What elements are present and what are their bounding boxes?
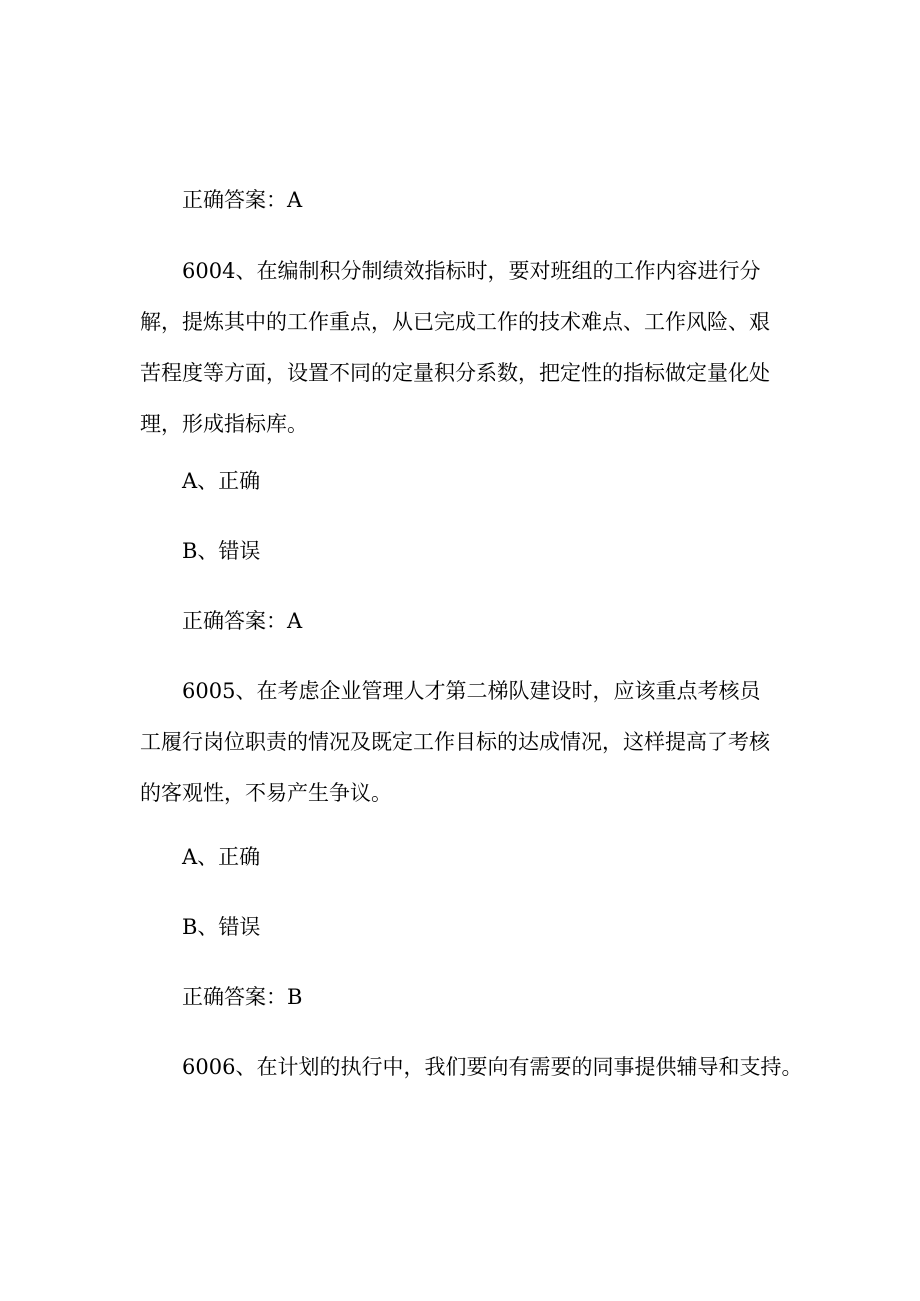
option-a: A、正确 <box>182 469 261 493</box>
question-6006: 6006、在计划的执行中，我们要向有需要的同事提供辅导和支持。 <box>182 1055 803 1079</box>
question-6004: 6004、在编制积分制绩效指标时，要对班组的工作内容进行分解，提炼其中的工作重点，从已完成工作的技术难点、工作风险、艰苦程度等方面，设置不同的定量积分系数，把定性的指标做定量化处理，形成指标库。 <box>140 259 770 436</box>
option-b: B、错误 <box>182 915 261 939</box>
answer-line: 正确答案：A <box>182 609 303 633</box>
option-a: A、正确 <box>182 845 261 869</box>
answer-line: 正确答案：B <box>182 985 303 1009</box>
answer-line: 正确答案：A <box>182 188 303 212</box>
option-b: B、错误 <box>182 539 261 563</box>
question-6005: 6005、在考虑企业管理人才第二梯队建设时，应该重点考核员工履行岗位职责的情况及既定工作目标的达成情况，这样提高了考核的客观性，不易产生争议。 <box>140 679 770 805</box>
